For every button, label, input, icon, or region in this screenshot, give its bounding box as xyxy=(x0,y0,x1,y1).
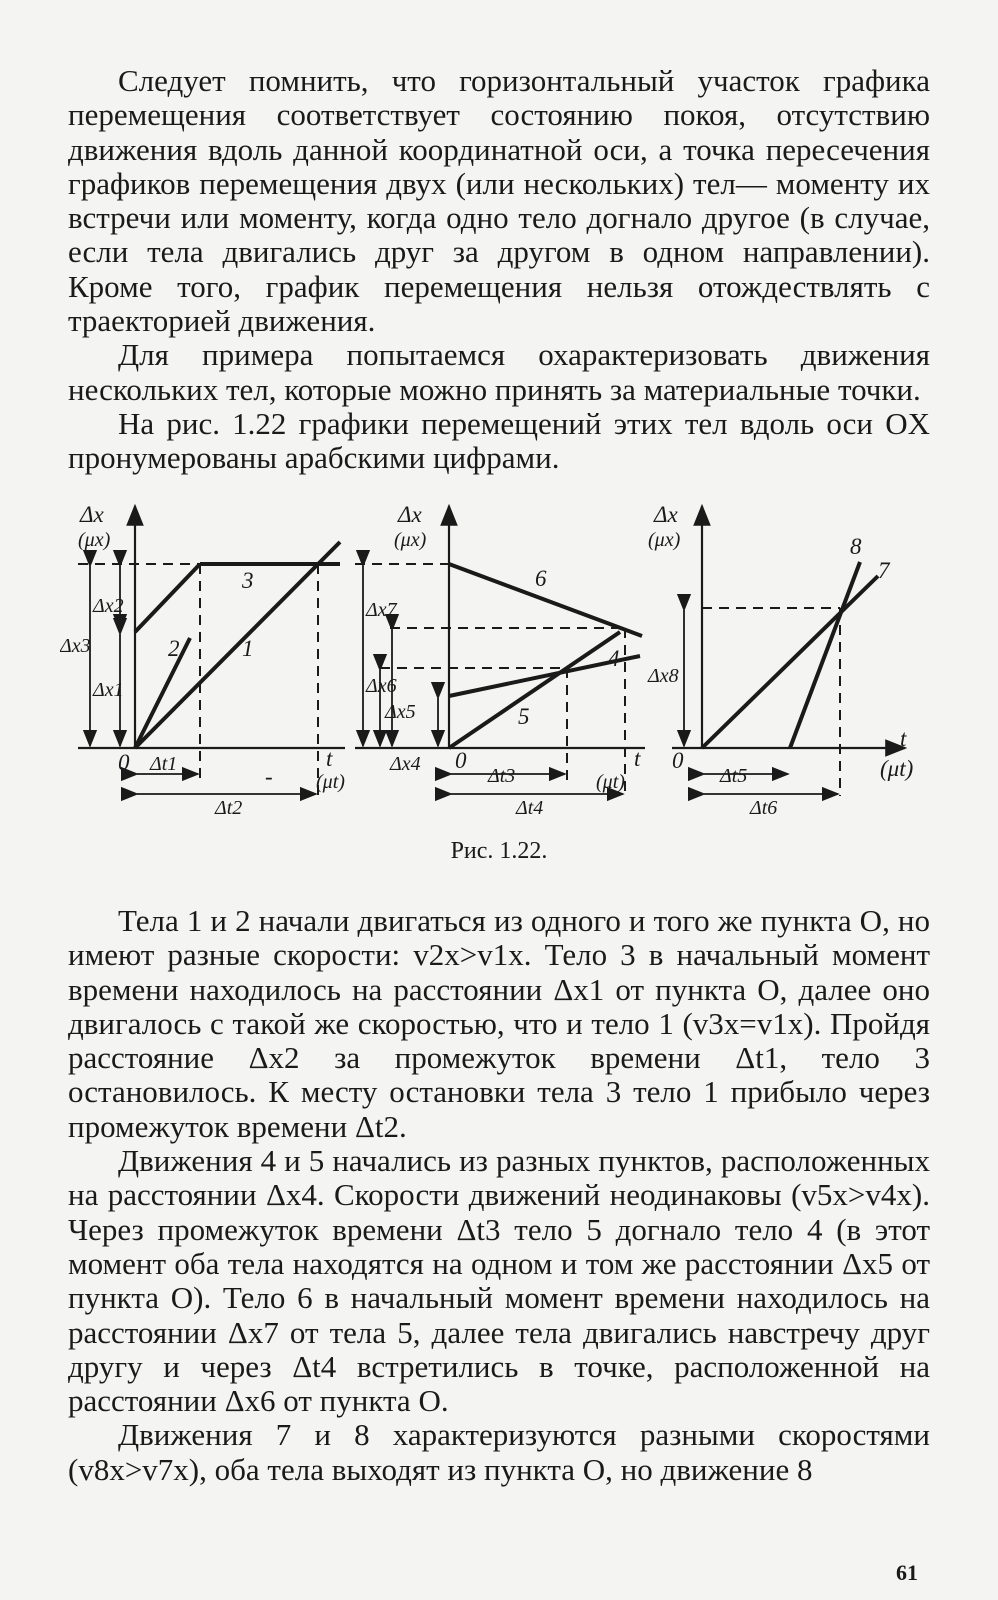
line-3-moving xyxy=(135,564,200,632)
figure-1-22 xyxy=(60,496,940,836)
y-axis-label: Δx xyxy=(80,502,104,527)
line-label: 5 xyxy=(518,704,530,729)
line-label: 8 xyxy=(850,534,862,559)
dx-label: Δx7 xyxy=(366,599,397,621)
line-label: 4 xyxy=(608,646,620,671)
dx-label: Δx8 xyxy=(648,665,679,687)
dt-label: Δt1 xyxy=(150,753,178,775)
y-axis-label: Δx xyxy=(398,502,422,527)
origin-label: 0 xyxy=(118,750,130,775)
paragraph: Следует помнить, что горизонтальный участок графика перемещения соответствует состоянию покоя, отсутствию движения вдоль данной координатной оси, а точка пересечения графиков перемещения двух (или нескольких) тел— моменту их встречи или моменту, когда одно тело догнало другое (в случае, если тела двигались друг за другом в одном направлении). Кроме того, график перемещения нельзя отождествлять с траекторией движения. xyxy=(68,63,930,339)
dx-label: Δx5 xyxy=(385,701,416,723)
x-axis-unit: (μt) xyxy=(880,756,914,781)
dx-label: Δx6 xyxy=(366,675,397,697)
line-8 xyxy=(790,562,860,748)
dx-label: Δx1 xyxy=(93,679,124,701)
line-label: 3 xyxy=(242,568,254,593)
dt-label: Δt4 xyxy=(516,797,544,819)
page-number: 61 xyxy=(896,1560,918,1585)
dt-label: Δt6 xyxy=(750,797,778,819)
y-axis-unit: (μx) xyxy=(394,529,427,551)
paragraph: Тела 1 и 2 начали двигаться из одного и того же пункта O, но имеют разные скорости: v2x>v1x. Тело 3 в начальный момент времени находилось на расстоянии Δx1 от пункта O, далее оно двигалось с такой же скоростью, что и тело 1 (v3x=v1x). Пройдя расстояние Δx2 за промежуток времени Δt1, тело 3 остановилось. К месту остановки тела 3 тело 1 прибыло через промежуток времени Δt2. xyxy=(68,903,930,1144)
panel-2 xyxy=(355,502,645,819)
x-axis-unit: (μt) xyxy=(316,771,345,793)
paragraph: Движения 4 и 5 начались из разных пунктов, расположенных на расстоянии Δx4. Скорости движений неодинаковы (v5x>v4x). Через промежуток времени Δt3 тело 5 догнало тело 4 (в этот момент оба тела находятся на одном и том же расстоянии Δx5 от пункта O). Тело 6 в начальный момент времени находилось на расстоянии Δx7 от тела 5, далее тела двигались навстречу друг другу и через Δt4 встретились в точке, расположенной на расстоянии Δx6 от пункта O. xyxy=(68,1143,930,1419)
dt-label: Δt2 xyxy=(215,797,243,819)
origin-label: 0 xyxy=(672,748,684,773)
line-1 xyxy=(135,542,340,748)
dx-label: Δx4 xyxy=(390,753,421,775)
x-axis-label: t xyxy=(326,746,333,771)
dt-label: Δt5 xyxy=(720,765,748,787)
line-label: 2 xyxy=(168,636,180,661)
top-text xyxy=(68,64,930,476)
paragraph: Движения 7 и 8 характеризуются разными скоростями (v8x>v7x), оба тела выходят из пункта O, но движение 8 xyxy=(68,1417,930,1487)
panel-1 xyxy=(60,502,345,819)
line-label: 7 xyxy=(878,558,890,583)
bottom-text xyxy=(68,904,930,1487)
y-axis-label: Δx xyxy=(654,502,678,527)
line-label: 6 xyxy=(535,566,547,591)
dx-label: Δx3 xyxy=(60,635,91,657)
dash-mark: - xyxy=(265,764,273,789)
line-2 xyxy=(135,638,190,748)
x-axis-label: t xyxy=(634,746,641,771)
dt-label: Δt3 xyxy=(488,765,516,787)
x-axis-label: t xyxy=(900,726,907,751)
dx-label: Δx2 xyxy=(93,595,124,617)
y-axis-unit: (μx) xyxy=(78,529,111,551)
paragraph: Для примера попытаемся охарактеризовать движения нескольких тел, которые можно принять за материальные точки. xyxy=(68,337,930,407)
y-axis-unit: (μx) xyxy=(648,529,681,551)
x-axis-unit: (μt) xyxy=(596,771,625,793)
figure-caption: Рис. 1.22. xyxy=(450,838,548,864)
panel-3 xyxy=(647,502,913,819)
line-label: 1 xyxy=(242,636,254,661)
line-7 xyxy=(702,576,878,748)
origin-label: 0 xyxy=(455,748,467,773)
paragraph: На рис. 1.22 графики перемещений этих тел вдоль оси OX пронумерованы арабскими цифрами. xyxy=(68,405,930,476)
